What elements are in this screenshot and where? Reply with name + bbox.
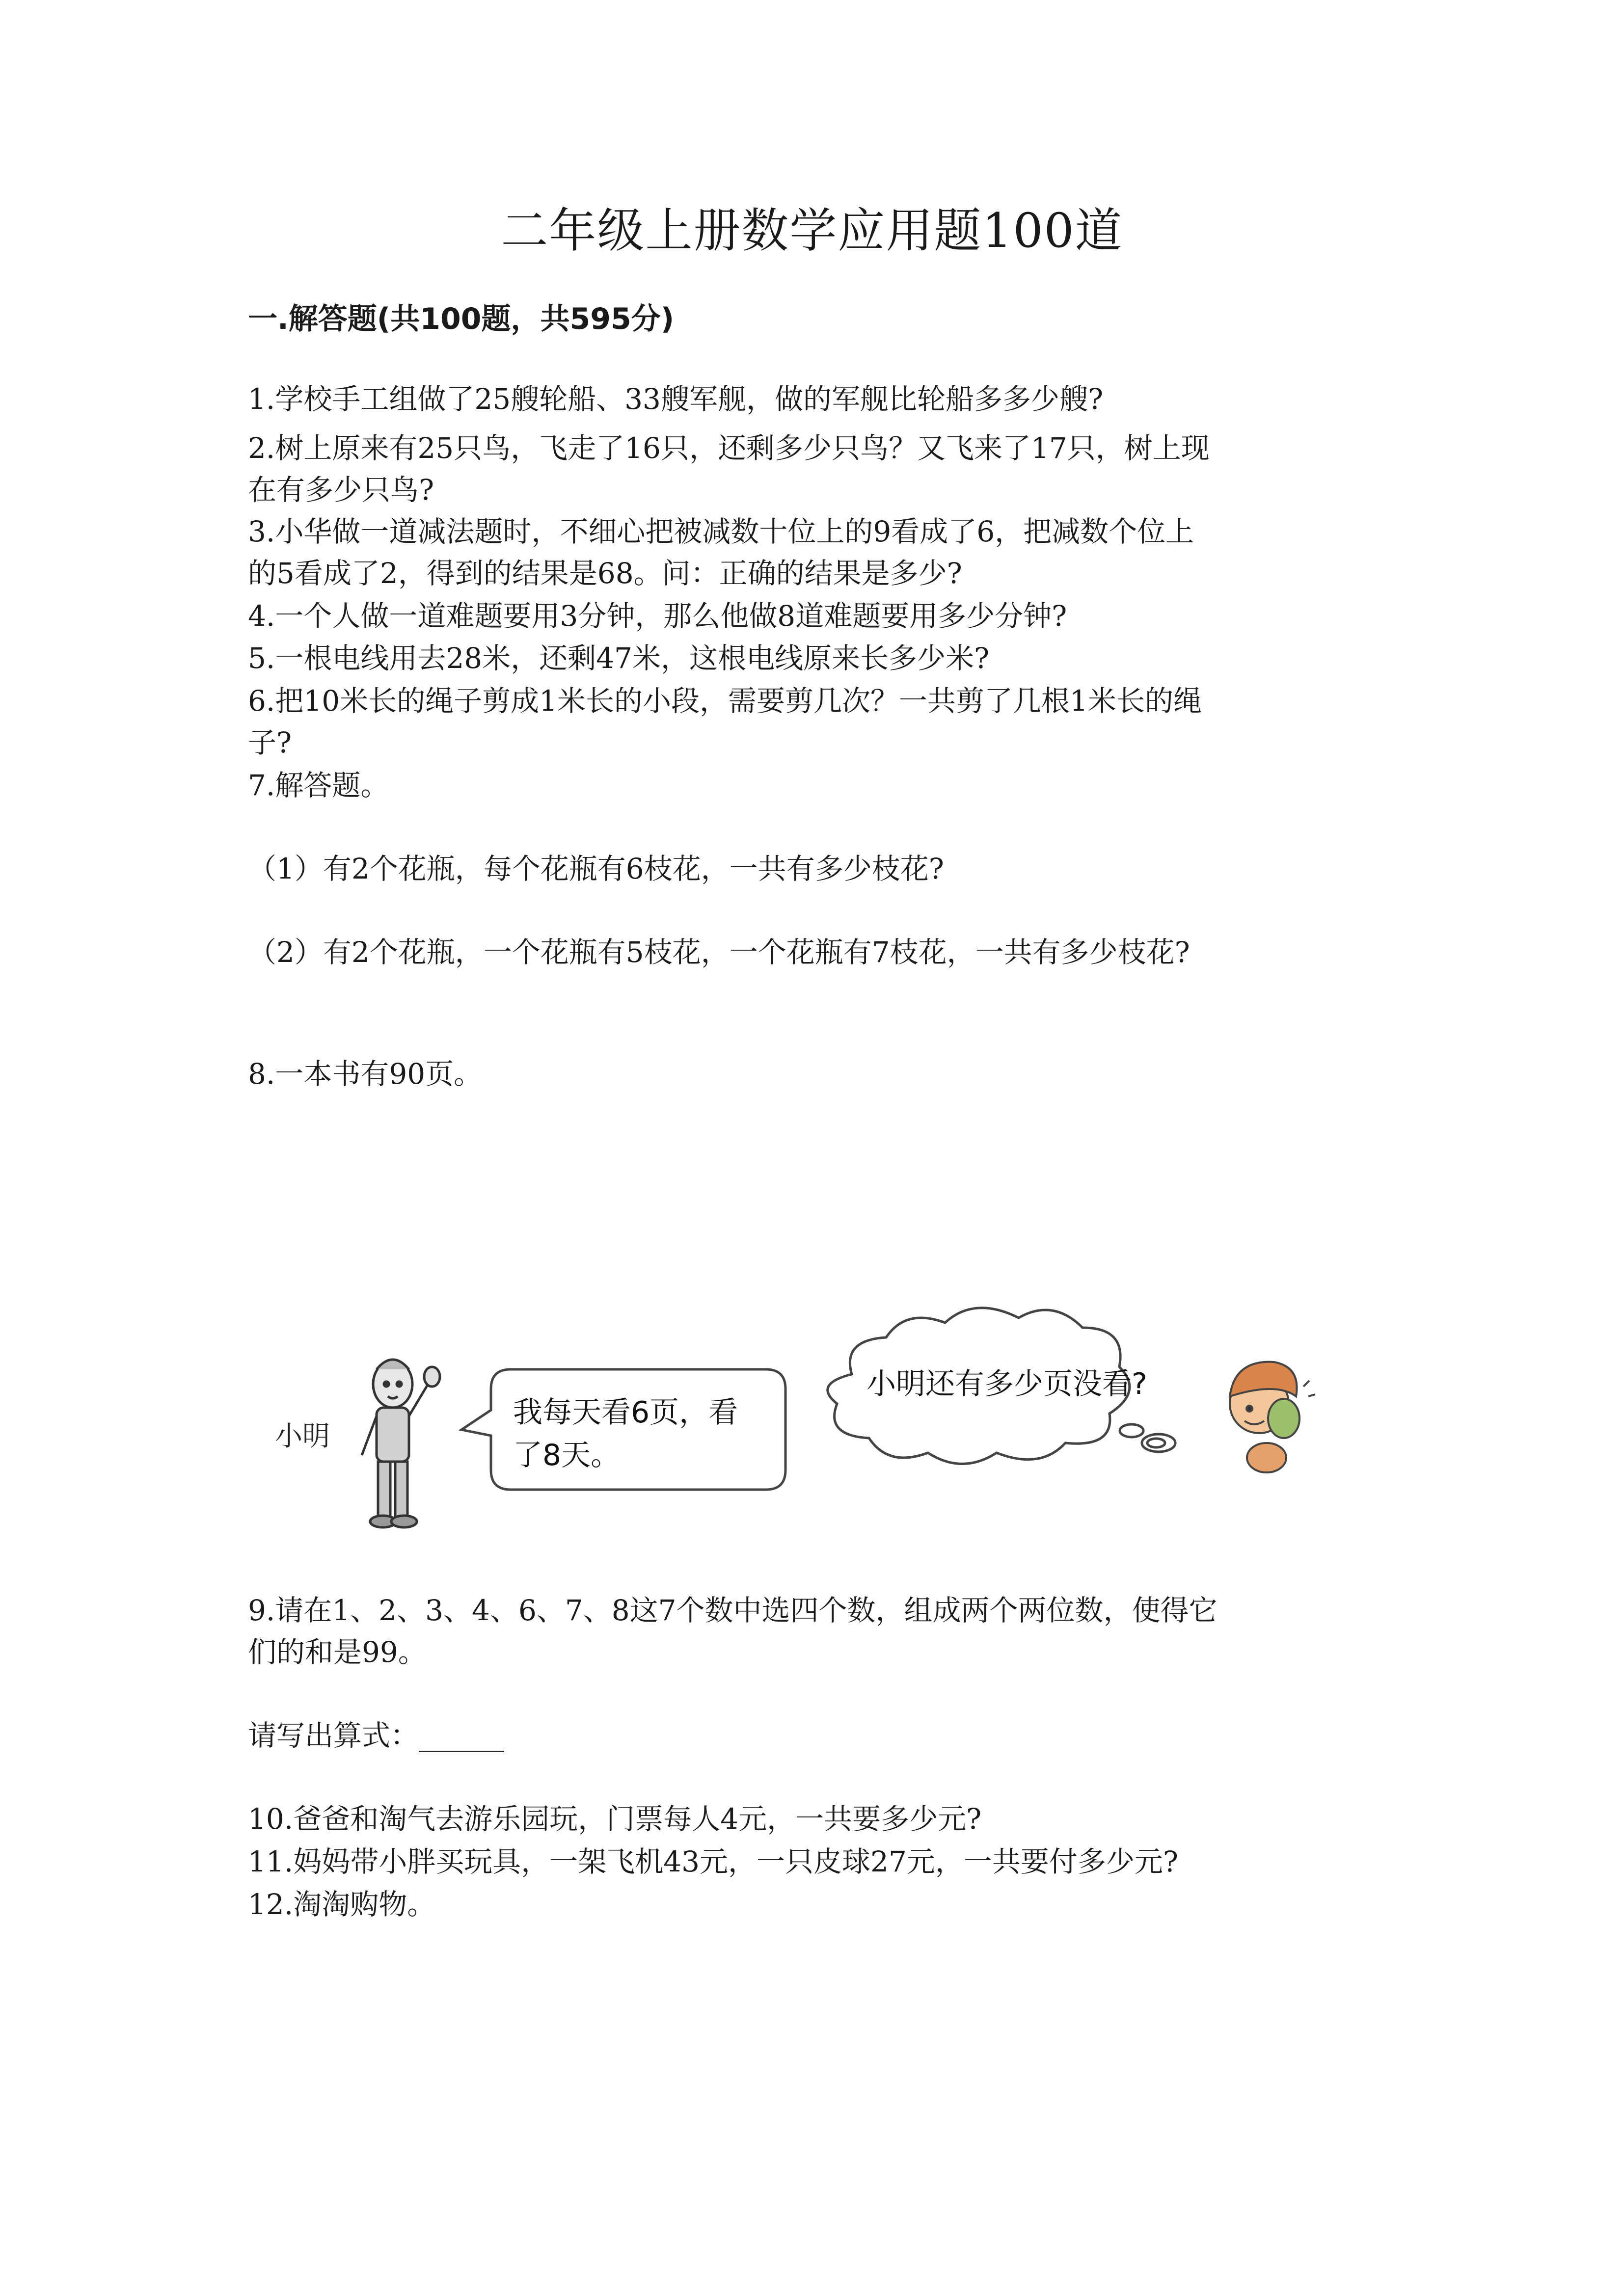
xiaoming-figure [362,1360,440,1527]
section-header: 一.解答题(共100题，共595分) [248,302,675,336]
question-8: 8.一本书有90页。 [248,1057,483,1091]
question-3-line-1: 3.小华做一道减法题时，不细心把被减数十位上的9看成了6，把减数个位上 [248,515,1194,548]
question-9-line-2: 们的和是99。 [248,1635,427,1669]
xiaoming-name-label: 小明 [275,1420,330,1452]
question-7-part-1: （1）有2个花瓶，每个花瓶有6枝花，一共有多少枝花? [248,852,944,885]
question-12: 12.淘淘购物。 [248,1888,436,1921]
page-title: 二年级上册数学应用题100道 [501,203,1123,258]
question-3-line-2: 的5看成了2，得到的结果是68。问：正确的结果是多少? [248,557,962,590]
question-11: 11.妈妈带小胖买玩具，一架飞机43元，一只皮球27元，一共要付多少元? [248,1845,1178,1878]
speech-line-1: 我每天看6页，看 [513,1395,738,1430]
question-1: 1.学校手工组做了25艘轮船、33艘军舰，做的军舰比轮船多多少艘? [248,382,1104,416]
thought-cloud [828,1308,1175,1464]
question-5: 5.一根电线用去28米，还剩47米，这根电线原来长多少米? [248,641,990,675]
question-4: 4.一个人做一道难题要用3分钟，那么他做8道难题要用多少分钟? [248,599,1067,633]
question-2-line-1: 2.树上原来有25只鸟，飞走了16只，还剩多少只鸟？又飞来了17只，树上现 [248,431,1210,465]
speech-bubble [461,1369,785,1490]
question-7: 7.解答题。 [248,769,389,802]
question-9-answer-prompt: 请写出算式：______ [248,1719,505,1752]
girl-figure [1230,1362,1315,1472]
question-9-line-1: 9.请在1、2、3、4、6、7、8这7个数中选四个数，组成两个两位数，使得它 [248,1594,1218,1627]
question-6-line-2: 子? [248,726,292,759]
question-7-part-2: （2）有2个花瓶，一个花瓶有5枝花，一个花瓶有7枝花，一共有多少枝花? [248,935,1190,969]
question-6-line-1: 6.把10米长的绳子剪成1米长的小段，需要剪几次？一共剪了几根1米长的绳 [248,684,1202,718]
question-8-illustration [248,1296,1407,1541]
thought-text: 小明还有多少页没看? [866,1367,1147,1401]
question-2-line-2: 在有多少只鸟? [248,473,434,507]
question-10: 10.爸爸和淘气去游乐园玩，门票每人4元，一共要多少元? [248,1802,982,1836]
speech-line-2: 了8天。 [513,1438,621,1472]
illustration-svg [248,1296,1407,1541]
